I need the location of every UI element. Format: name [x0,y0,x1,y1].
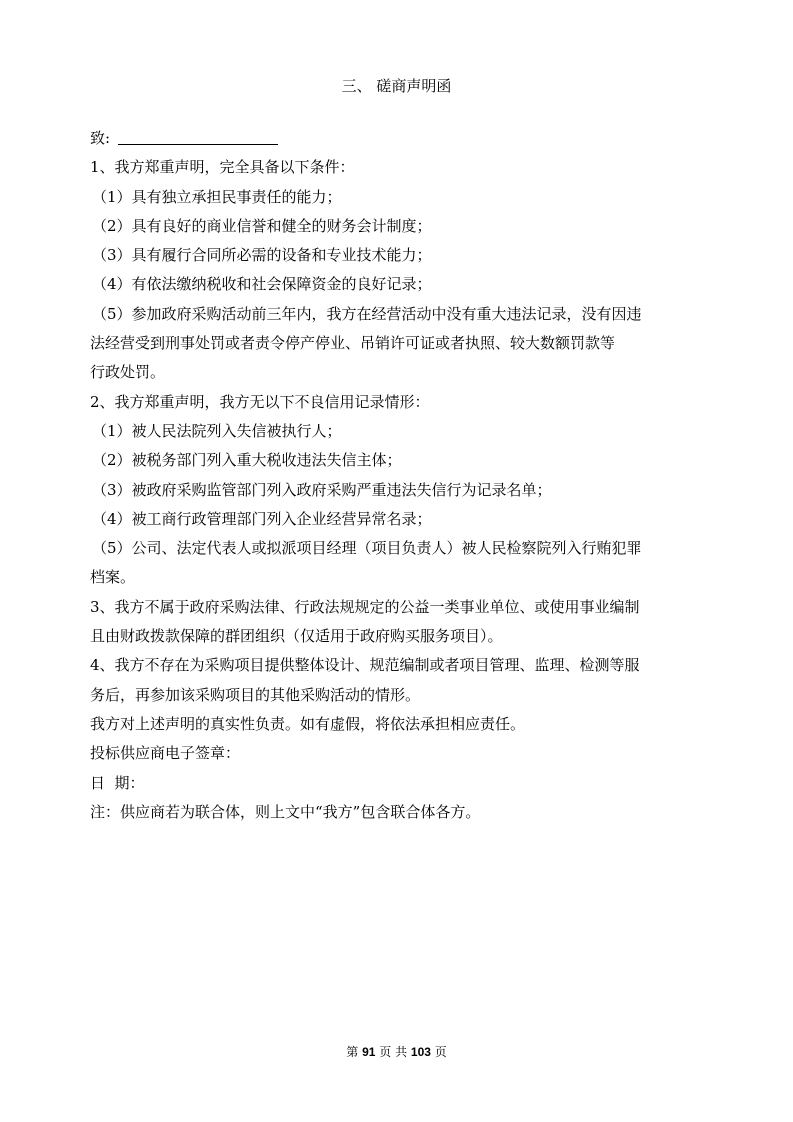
recipient-line [90,124,715,153]
declaration-body [90,124,715,827]
current-page-number: 91 [362,1045,376,1059]
date-label: 日 期： [90,773,145,792]
note-line: 注：供应商若为联合体，则上文中“我方”包含联合体各方。 [90,802,481,821]
declaration-line: （2）具有良好的商业信誉和健全的财务会计制度； [92,216,432,235]
declaration-line: （4）有依法缴纳税收和社会保障资金的良好记录； [92,275,432,294]
declaration-line: （3）被政府采购监管部门列入政府采购严重违法失信行为记录名单； [92,480,552,499]
total-page-number: 103 [410,1045,431,1059]
declaration-line: 法经营受到刑事处罚或者责令停产停业、吊销许可证或者执照、较大数额罚款等 [90,334,616,353]
declaration-line: 行政处罚。 [90,363,166,382]
declaration-line: （1）被人民法院列入失信被执行人； [92,421,342,440]
declaration-line: 档案。 [90,568,136,587]
declaration-line: 3、我方不属于政府采购法律、行政法规规定的公益一类事业单位、或使用事业编制 [90,597,640,616]
declaration-line: （4）被工商行政管理部门列入企业经营异常名录； [92,509,432,528]
footer-prefix: 第 [346,1045,359,1059]
footer-middle: 页 共 [379,1045,408,1059]
declaration-line: 且由财政拨款保障的群团组织（仅适用于政府购买服务项目）。 [90,627,503,646]
recipient-blank [118,143,278,145]
declaration-line: 4、我方不存在为采购项目提供整体设计、规范编制或者项目管理、监理、检测等服 [90,656,640,675]
declaration-line: 我方对上述声明的真实性负责。如有虚假，将依法承担相应责任。 [90,714,526,733]
declaration-line: （1）具有独立承担民事责任的能力； [92,187,342,206]
signature-label: 投标供应商电子签章： [90,744,241,763]
declaration-line: 2、我方郑重声明，我方无以下不良信用记录情形： [90,392,430,411]
footer-suffix: 页 [434,1045,447,1059]
declaration-line: 务后，再参加该采购项目的其他采购活动的情形。 [90,685,421,704]
declaration-line: （5）参加政府采购活动前三年内，我方在经营活动中没有重大违法记录，没有因违 [92,304,642,323]
declaration-line: （5）公司、法定代表人或拟派项目经理（项目负责人）被人民检察院列入行贿犯罪 [92,539,642,558]
page-footer [0,1044,793,1060]
page-title: 三、 磋商声明函 [341,77,452,95]
declaration-line: （2）被税务部门列入重大税收违法失信主体； [92,451,402,470]
declaration-line: 1、我方郑重声明，完全具备以下条件： [90,158,355,177]
declaration-line: （3）具有履行合同所必需的设备和专业技术能力； [92,246,432,265]
recipient-label: 致: [90,129,111,147]
